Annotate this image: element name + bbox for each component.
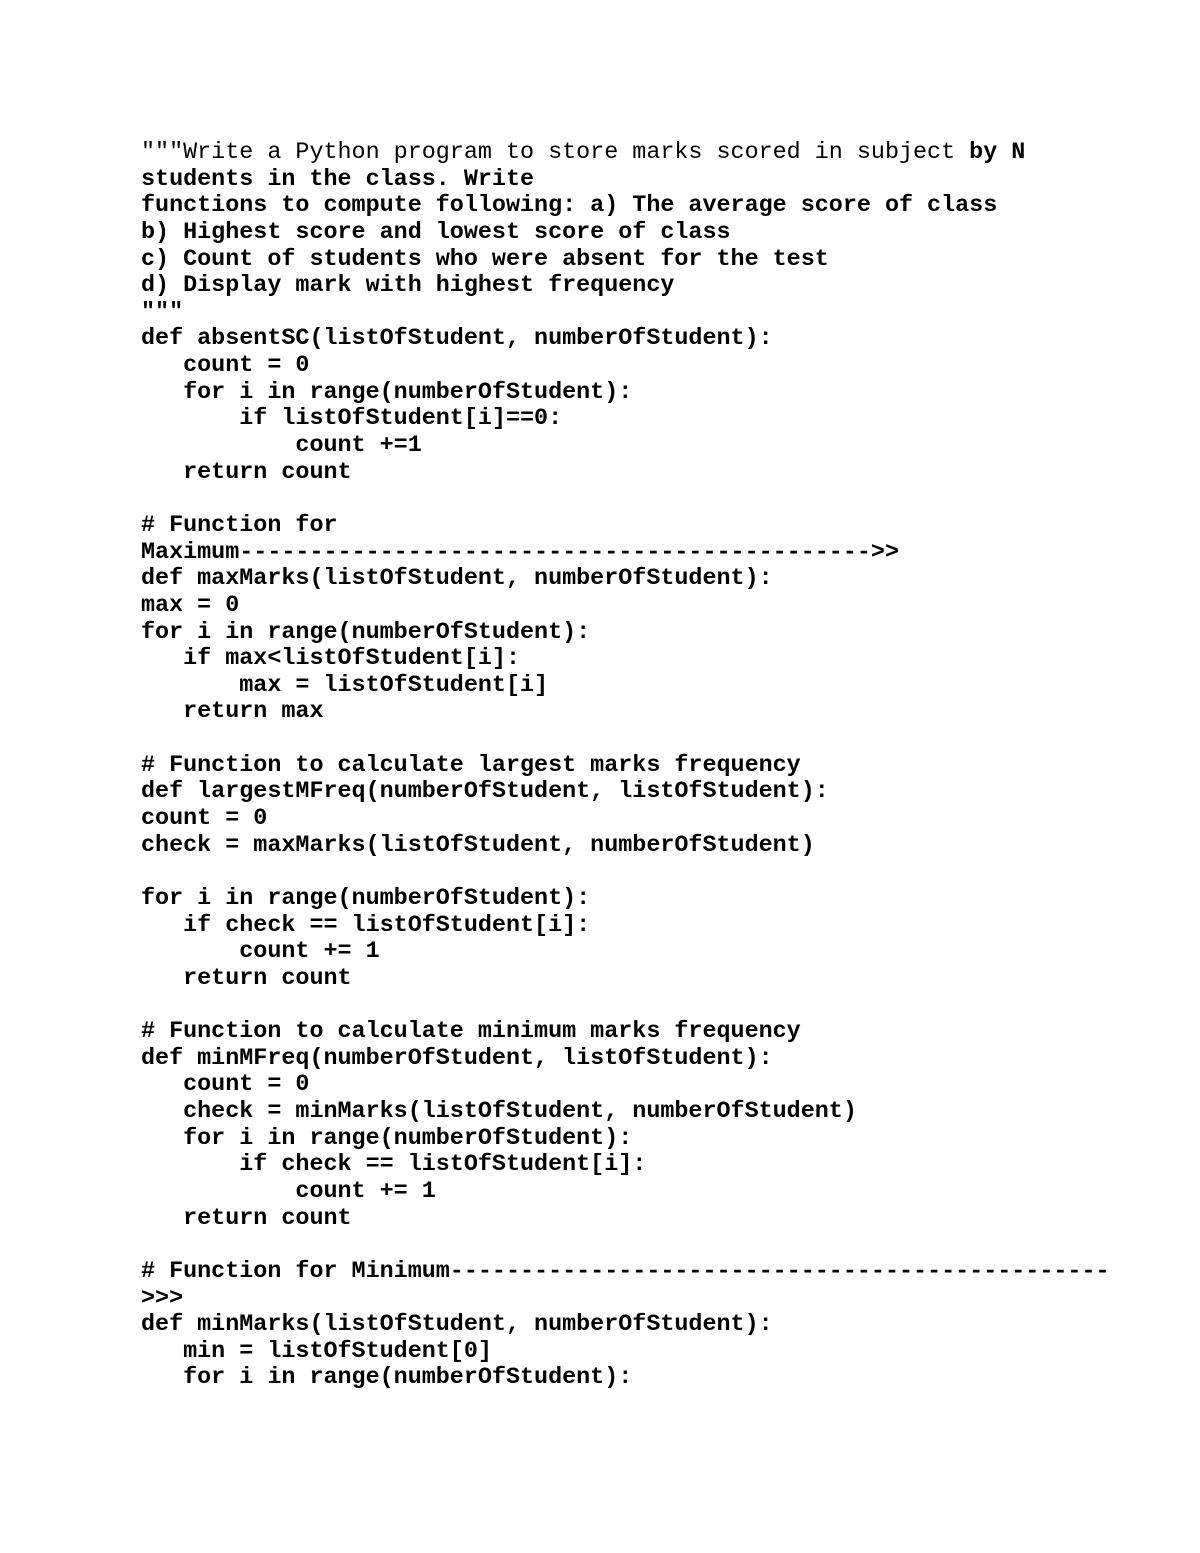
code-line	[141, 300, 1110, 327]
code-text: for i in range(numberOfStudent):	[141, 379, 633, 406]
code-text: return count	[141, 459, 352, 486]
code-line	[141, 1072, 1110, 1099]
code-text: return max	[141, 699, 324, 726]
code-text: check = minMarks(listOfStudent, numberOfStudent)	[141, 1099, 857, 1126]
code-line	[141, 1126, 1110, 1153]
code-text: for i in range(numberOfStudent):	[141, 619, 591, 646]
code-text: max = 0	[141, 592, 240, 619]
code-text: """Write a Python program to store marks scored in subject	[141, 140, 970, 166]
code-line	[141, 1286, 1110, 1313]
code-text: students in the class. Write	[141, 166, 535, 193]
code-text: max = listOfStudent[i]	[141, 672, 549, 699]
code-text: count = 0	[141, 1072, 310, 1099]
code-text: def minMarks(listOfStudent, numberOfStudent):	[141, 1312, 773, 1339]
code-text: """	[141, 299, 184, 326]
code-line	[141, 1152, 1110, 1179]
code-line	[141, 646, 1110, 673]
code-line	[141, 1339, 1110, 1366]
code-line	[141, 699, 1110, 726]
code-line	[141, 353, 1110, 380]
code-line	[141, 540, 1110, 567]
code-line	[141, 753, 1110, 780]
code-text: # Function to calculate minimum marks frequency	[141, 1019, 801, 1046]
code-text: Maximum--------------------------------------------->>	[141, 539, 899, 566]
code-text: count += 1	[141, 939, 380, 966]
code-line	[141, 486, 1110, 513]
code-text: def largestMFreq(numberOfStudent, listOfStudent):	[141, 779, 829, 806]
code-line	[141, 140, 1110, 167]
code-text: b) Highest score and lowest score of class	[141, 219, 731, 246]
code-line	[141, 673, 1110, 700]
code-line	[141, 1312, 1110, 1339]
code-line	[141, 779, 1110, 806]
code-line	[141, 1206, 1110, 1233]
code-line	[141, 1019, 1110, 1046]
code-text: # Function for	[141, 512, 338, 539]
code-line	[141, 513, 1110, 540]
code-text: # Function for Minimum-----------------------------------------------	[141, 1258, 1110, 1285]
code-line	[141, 833, 1110, 860]
code-text: d) Display mark with highest frequency	[141, 273, 675, 300]
code-line	[141, 1099, 1110, 1126]
code-line	[141, 859, 1110, 886]
code-line	[141, 1365, 1110, 1392]
code-text: count +=1	[141, 433, 422, 460]
code-line	[141, 886, 1110, 913]
code-line	[141, 273, 1110, 300]
code-text: # Function to calculate largest marks frequency	[141, 752, 801, 779]
code-text: def maxMarks(listOfStudent, numberOfStudent):	[141, 566, 773, 593]
code-line	[141, 1232, 1110, 1259]
code-text: >>>	[141, 1285, 184, 1312]
code-line	[141, 220, 1110, 247]
code-text: for i in range(numberOfStudent):	[141, 885, 591, 912]
code-line	[141, 806, 1110, 833]
code-text: if check == listOfStudent[i]:	[141, 1152, 647, 1179]
code-line	[141, 1179, 1110, 1206]
code-line	[141, 939, 1110, 966]
code-line	[141, 460, 1110, 487]
code-line	[141, 247, 1110, 274]
code-text: min = listOfStudent[0]	[141, 1338, 492, 1365]
code-line	[141, 993, 1110, 1020]
code-line	[141, 913, 1110, 940]
code-text: count = 0	[141, 353, 310, 380]
code-line	[141, 167, 1110, 194]
code-line	[141, 1259, 1110, 1286]
code-text: def absentSC(listOfStudent, numberOfStudent):	[141, 326, 773, 353]
code-line	[141, 406, 1110, 433]
code-line	[141, 566, 1110, 593]
code-text: c) Count of students who were absent for the test	[141, 246, 829, 273]
code-line	[141, 380, 1110, 407]
code-text: for i in range(numberOfStudent):	[141, 1365, 633, 1392]
code-line	[141, 726, 1110, 753]
code-line	[141, 620, 1110, 647]
code-line	[141, 193, 1110, 220]
code-line	[141, 966, 1110, 993]
code-text: return count	[141, 1205, 352, 1232]
code-text: functions to compute following: a) The average score of class	[141, 193, 998, 220]
code-line	[141, 433, 1110, 460]
code-text: check = maxMarks(listOfStudent, numberOfStudent)	[141, 832, 815, 859]
code-text: count = 0	[141, 806, 268, 833]
code-line	[141, 1046, 1110, 1073]
code-text: if max<listOfStudent[i]:	[141, 646, 520, 673]
code-text: return count	[141, 965, 352, 992]
code-text: if listOfStudent[i]==0:	[141, 406, 563, 433]
code-line	[141, 326, 1110, 353]
code-listing	[141, 140, 1110, 1392]
code-text: by N	[969, 140, 1026, 166]
code-text: for i in range(numberOfStudent):	[141, 1125, 633, 1152]
code-line	[141, 593, 1110, 620]
code-text: count += 1	[141, 1178, 436, 1205]
code-text: def minMFreq(numberOfStudent, listOfStudent):	[141, 1045, 773, 1072]
code-text: if check == listOfStudent[i]:	[141, 912, 591, 939]
